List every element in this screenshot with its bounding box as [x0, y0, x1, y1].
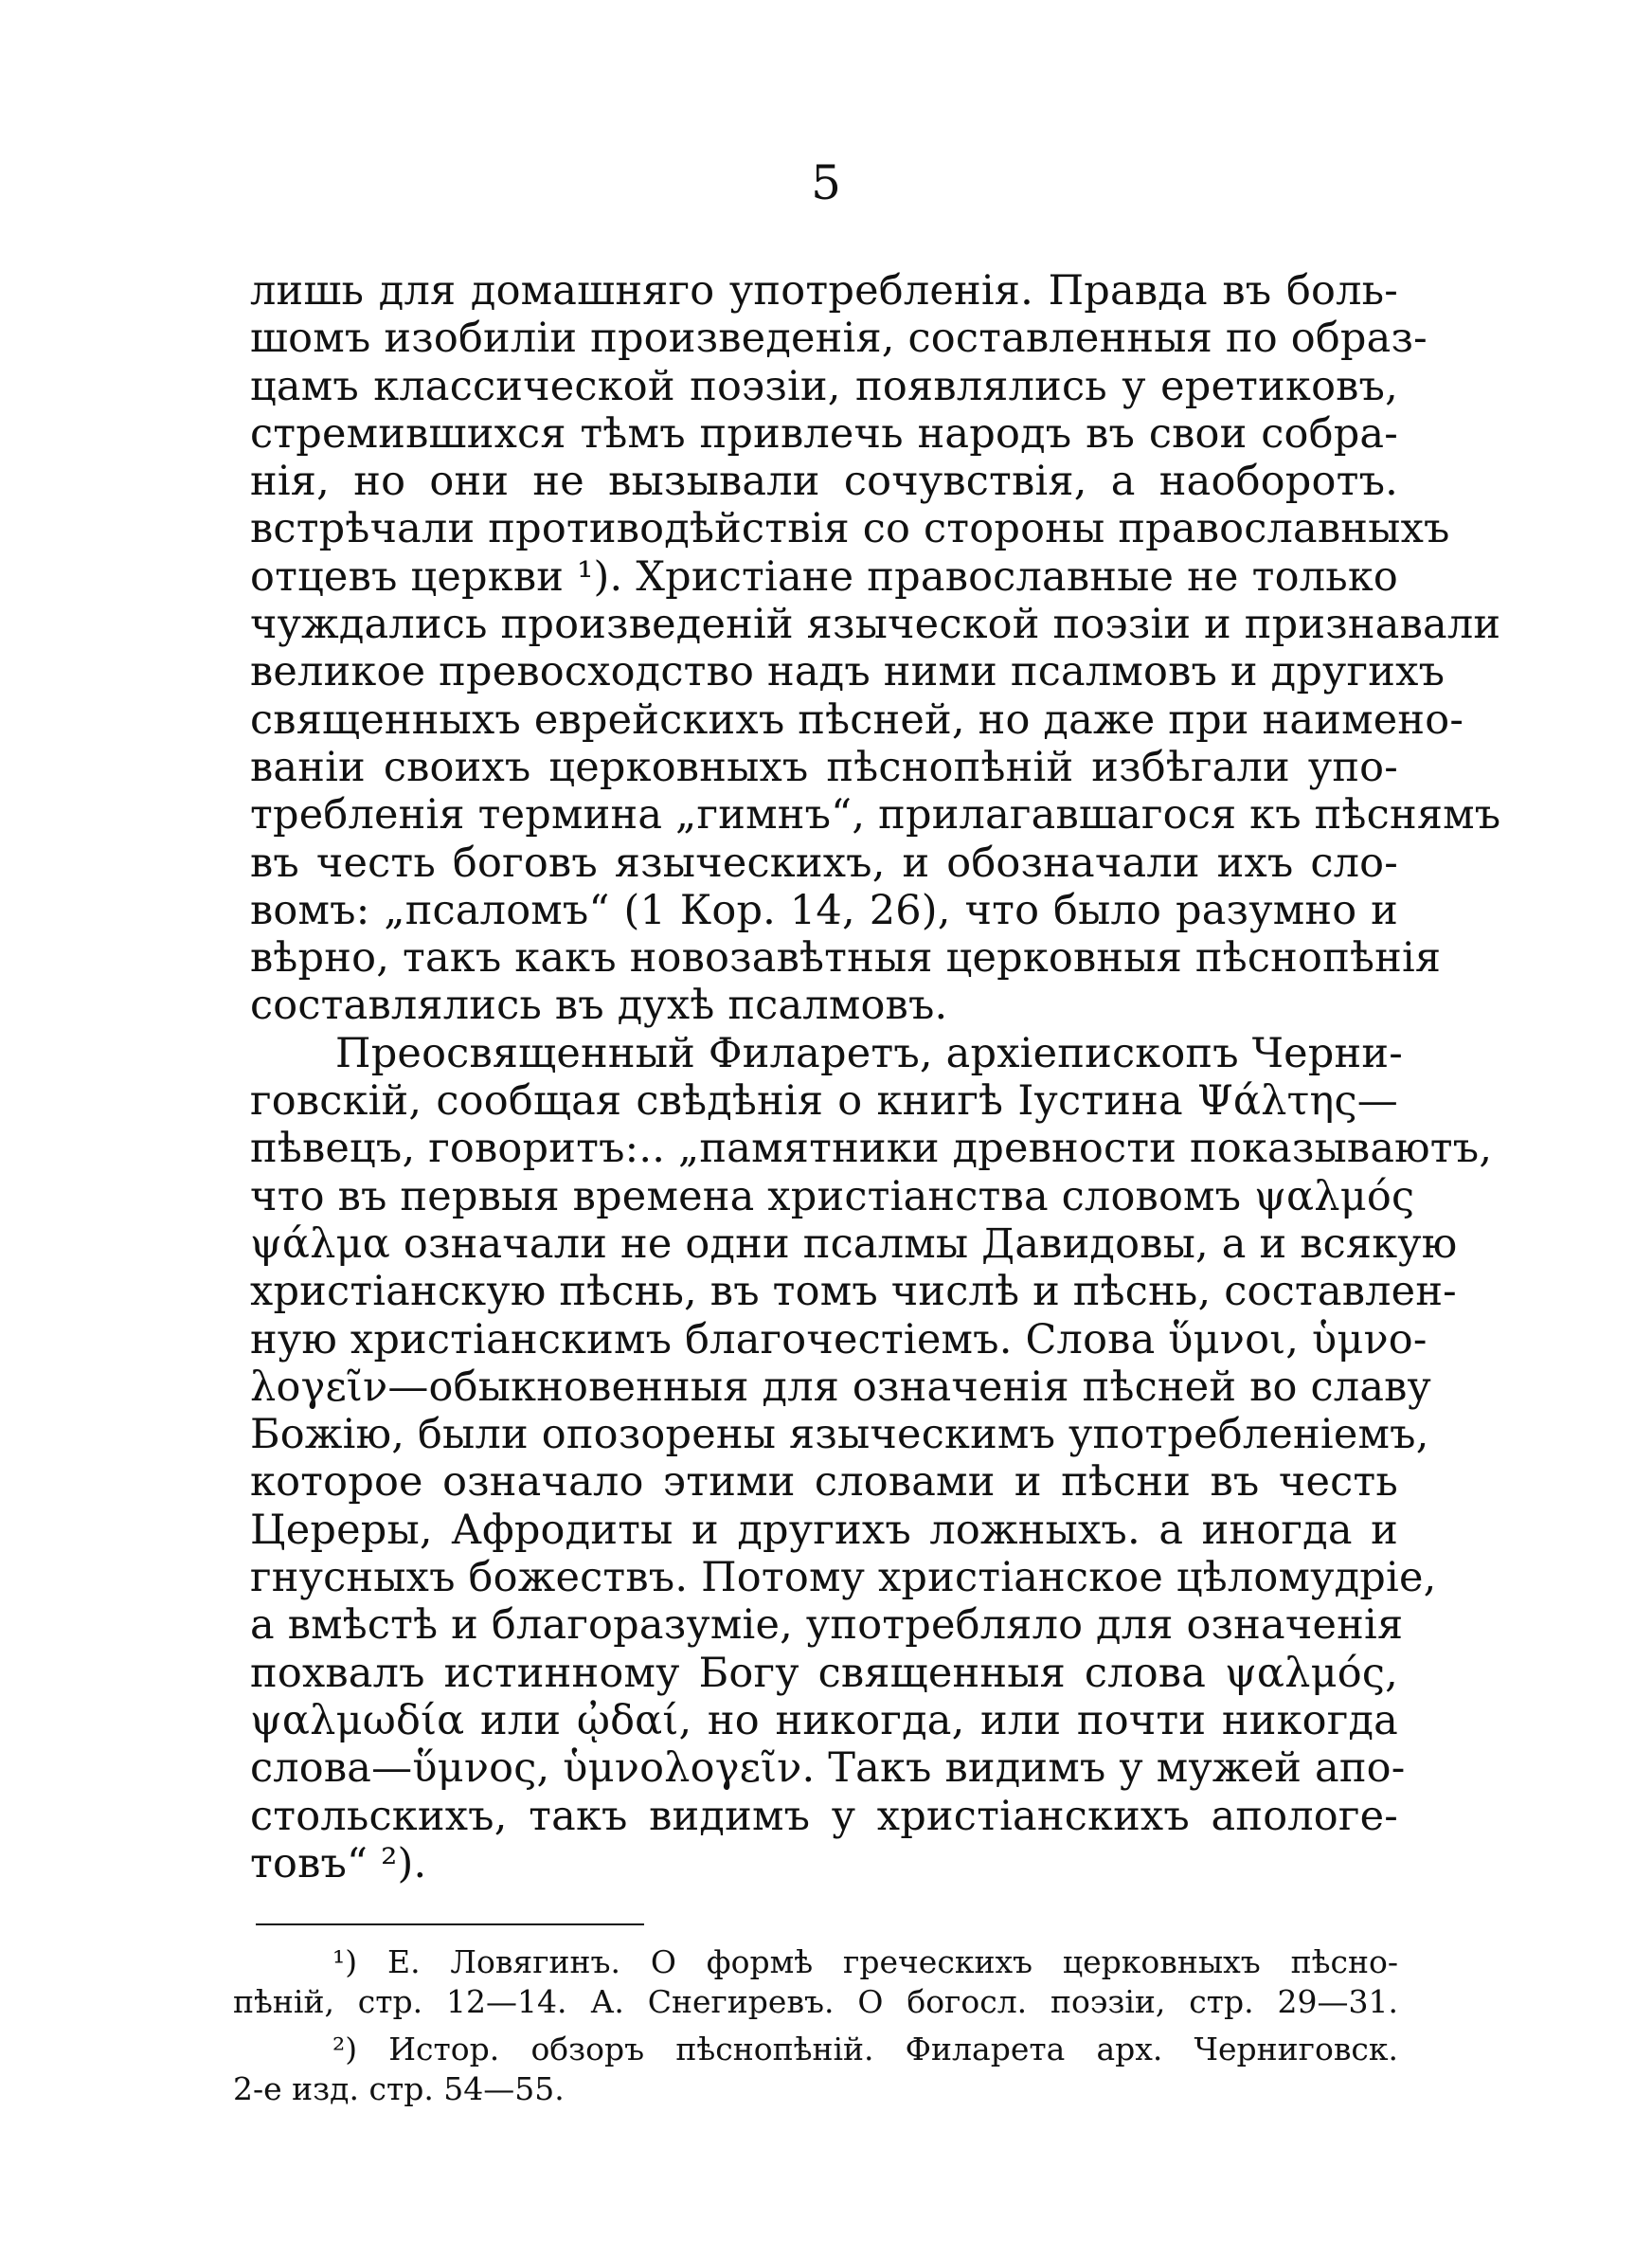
paragraph-start-line: Преосвященный Филаретъ, архіепископъ Черни-: [335, 1029, 1403, 1077]
text-line: Цереры, Афродиты и другихъ ложныхъ. а иногда и: [250, 1506, 1398, 1554]
page-number: 5: [811, 155, 841, 210]
text-line: похвалъ истинному Богу священныя слова ψαλμός,: [250, 1649, 1398, 1697]
text-line: слова—ὕμνος, ὑμνολογεῖν. Такъ видимъ у мужей апо-: [250, 1744, 1406, 1793]
text-line: встрѣчали противодѣйствія со стороны православныхъ: [250, 505, 1450, 553]
text-line: стремившихся тѣмъ привлечь народъ въ свои собра-: [250, 409, 1398, 458]
text-line: пѣвецъ, говоритъ:.. „памятники древности показываютъ,: [250, 1125, 1493, 1173]
text-line: что въ первыя времена христіанства словомъ ψαλμός: [250, 1172, 1415, 1220]
footnote-line: 2-е изд. стр. 54—55.: [233, 2070, 565, 2107]
text-line: великое превосходство надъ ними псалмовъ и другихъ: [250, 648, 1446, 696]
text-line: ψαλμωδία или ᾠδαί, но никогда, или почти никогда: [250, 1696, 1398, 1744]
text-line: въ честь боговъ языческихъ, и обозначали ихъ сло-: [250, 839, 1398, 887]
text-line: гнусныхъ божествъ. Потому христіанское цѣломудріе,: [250, 1554, 1437, 1602]
footnote-line: ²) Истор. обзоръ пѣснопѣній. Филарета арх. Черниговск.: [332, 2031, 1398, 2067]
text-line: Божію, были опозорены языческимъ употребленіемъ,: [250, 1411, 1429, 1459]
text-line: цамъ классической поэзіи, появлялись у еретиковъ,: [250, 362, 1398, 410]
text-line: говскій, сообщая свѣдѣнія о книгѣ Іустина Ψάλτης—: [250, 1077, 1398, 1126]
footnote-line: ¹) Е. Ловягинъ. О формѣ греческихъ церковныхъ пѣсно-: [332, 1943, 1398, 1980]
text-line: а вмѣстѣ и благоразуміе, употребляло для означенія: [250, 1601, 1404, 1650]
footnote-line: пѣній, стр. 12—14. А. Снегиревъ. О богосл. поэзіи, стр. 29—31.: [233, 1983, 1398, 2020]
text-line: ваніи своихъ церковныхъ пѣснопѣній избѣгали упо-: [250, 743, 1398, 791]
text-line: чуждались произведеній языческой поэзіи и признавали: [250, 601, 1501, 649]
footnote-divider: [256, 1923, 644, 1925]
text-line: товъ“ ²).: [250, 1839, 427, 1887]
text-line: вомъ: „псаломъ“ (1 Кор. 14, 26), что было разумно и: [250, 886, 1398, 934]
text-line: лишь для домашняго употребленія. Правда въ боль-: [250, 267, 1398, 315]
text-line: христіанскую пѣснь, въ томъ числѣ и пѣснь, составлен-: [250, 1268, 1457, 1316]
text-line: отцевъ церкви ¹). Христіане православные не только: [250, 552, 1398, 601]
text-line: священныхъ еврейскихъ пѣсней, но даже при наимено-: [250, 695, 1464, 744]
text-line: ψάλμα означали не одни псалмы Давидовы, а и всякую: [250, 1219, 1458, 1268]
text-line: λογεῖν—обыкновенныя для означенія пѣсней во славу: [250, 1363, 1432, 1411]
text-line: составлялись въ духѣ псалмовъ.: [250, 982, 948, 1030]
footnotes: [233, 1942, 1398, 2109]
text-line: шомъ изобиліи произведенія, составленныя по образ-: [250, 315, 1428, 363]
text-line: вѣрно, такъ какъ новозавѣтныя церковныя пѣснопѣнія: [250, 934, 1442, 983]
text-line: стольскихъ, такъ видимъ у христіанскихъ апологе-: [250, 1792, 1398, 1840]
text-line: которое означало этими словами и пѣсни въ честь: [250, 1458, 1398, 1507]
text-line: нія, но они не вызывали сочувствія, а наоборотъ.: [250, 458, 1398, 506]
main-text: [250, 267, 1501, 1887]
text-line: требленія термина „гимнъ“, прилагавшагося къ пѣснямъ: [250, 791, 1501, 840]
text-line: ную христіанскимъ благочестіемъ. Слова ὕμνοι, ὑμνο-: [250, 1315, 1428, 1363]
